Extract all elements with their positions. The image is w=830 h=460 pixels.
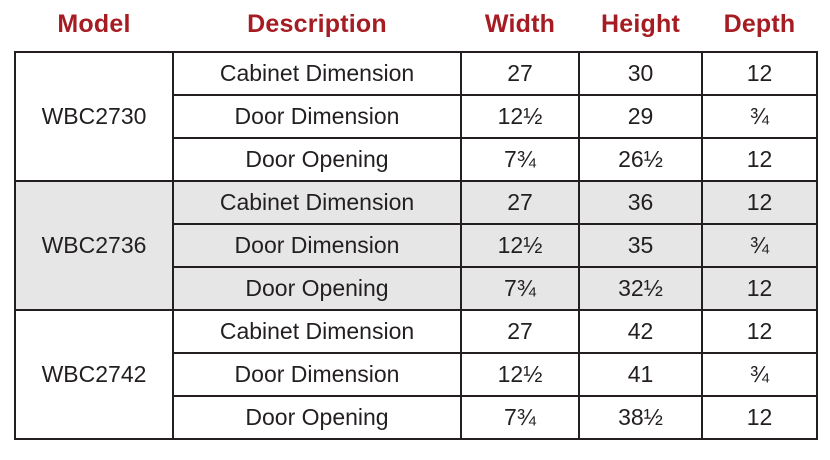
depth-cell: 12 (702, 310, 817, 353)
width-cell: 7¾ (461, 396, 579, 439)
depth-cell: 12 (702, 181, 817, 224)
table-row (15, 52, 817, 95)
height-cell: 32½ (579, 267, 702, 310)
width-cell: 12½ (461, 224, 579, 267)
header-row (15, 8, 817, 52)
height-cell: 36 (579, 181, 702, 224)
model-cell: WBC2736 (15, 181, 173, 310)
height-cell: 35 (579, 224, 702, 267)
height-cell: 42 (579, 310, 702, 353)
table-header (15, 8, 817, 52)
depth-cell: ¾ (702, 353, 817, 396)
height-cell: 29 (579, 95, 702, 138)
table-body (15, 52, 817, 439)
width-cell: 27 (461, 181, 579, 224)
description-cell: Door Opening (173, 396, 461, 439)
height-cell: 38½ (579, 396, 702, 439)
description-cell: Door Dimension (173, 95, 461, 138)
width-cell: 12½ (461, 95, 579, 138)
model-cell: WBC2742 (15, 310, 173, 439)
depth-cell: 12 (702, 267, 817, 310)
model-cell: WBC2730 (15, 52, 173, 181)
column-header-height: Height (579, 8, 702, 52)
column-header-description: Description (173, 8, 461, 52)
description-cell: Door Opening (173, 138, 461, 181)
table-row (15, 310, 817, 353)
depth-cell: ¾ (702, 224, 817, 267)
description-cell: Door Dimension (173, 224, 461, 267)
height-cell: 30 (579, 52, 702, 95)
height-cell: 26½ (579, 138, 702, 181)
width-cell: 7¾ (461, 267, 579, 310)
depth-cell: 12 (702, 138, 817, 181)
description-cell: Door Dimension (173, 353, 461, 396)
table-row (15, 181, 817, 224)
depth-cell: 12 (702, 396, 817, 439)
depth-cell: ¾ (702, 95, 817, 138)
column-header-model: Model (15, 8, 173, 52)
description-cell: Cabinet Dimension (173, 310, 461, 353)
column-header-width: Width (461, 8, 579, 52)
description-cell: Cabinet Dimension (173, 181, 461, 224)
description-cell: Door Opening (173, 267, 461, 310)
width-cell: 7¾ (461, 138, 579, 181)
description-cell: Cabinet Dimension (173, 52, 461, 95)
height-cell: 41 (579, 353, 702, 396)
depth-cell: 12 (702, 52, 817, 95)
width-cell: 12½ (461, 353, 579, 396)
cabinet-dimensions-table (14, 8, 818, 440)
column-header-depth: Depth (702, 8, 817, 52)
width-cell: 27 (461, 310, 579, 353)
width-cell: 27 (461, 52, 579, 95)
